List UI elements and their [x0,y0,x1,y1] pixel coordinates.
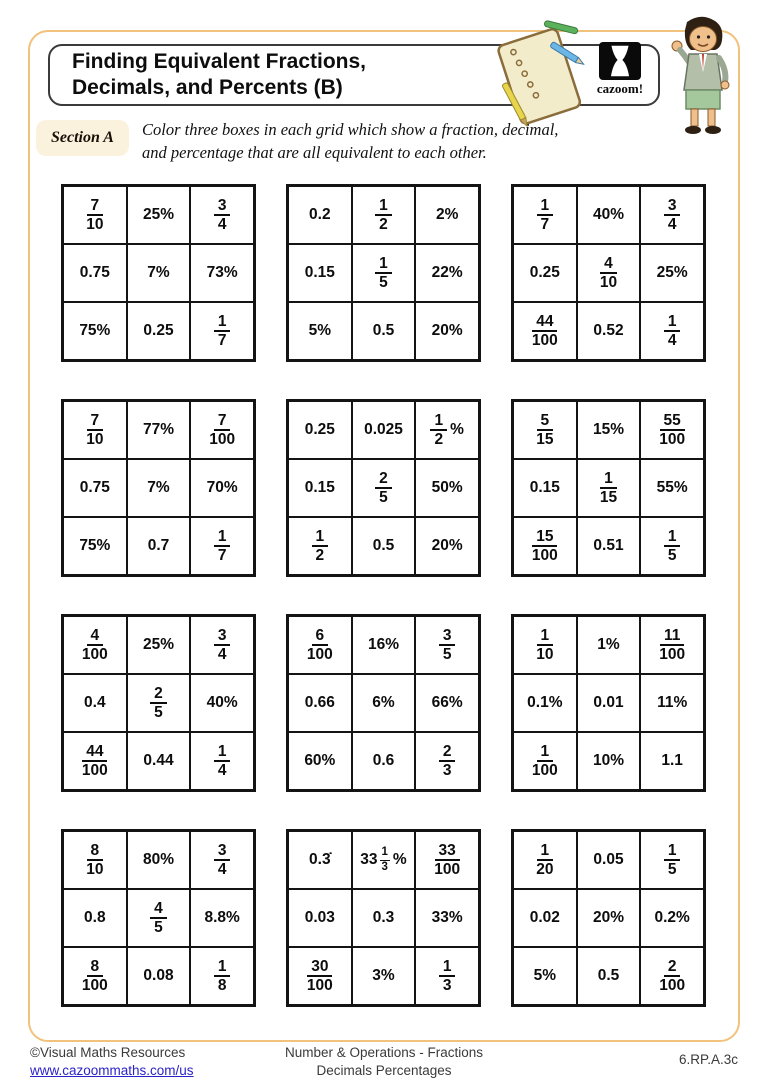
grid-cell[interactable]: 66% [415,674,479,732]
grid-cell[interactable]: 0.66 [288,674,352,732]
grid-cell[interactable]: 25% [127,186,191,244]
grid-cell[interactable]: 1.1 [640,732,704,790]
grid-cell[interactable]: $\frac{44}{100}$ [63,732,127,790]
website-link[interactable]: www.cazoommaths.com/us [30,1062,194,1078]
grid-cell[interactable]: 33 $\frac{1}{3}$ % [352,831,416,889]
grid-cell[interactable]: $\frac{1}{7}$ [513,186,577,244]
grid-cell[interactable]: 0.3 [352,889,416,947]
grid-cell[interactable]: 60% [288,732,352,790]
grid-cell[interactable]: $\frac{6}{100}$ [288,616,352,674]
grid-cell[interactable]: $\frac{1}{7}$ [190,517,254,575]
equivalence-grid [511,829,706,1007]
grid-cell[interactable]: $\frac{3}{5}$ [415,616,479,674]
grid-cell[interactable]: 0.52 [577,302,641,360]
equivalence-grid [61,614,256,792]
grid-cell[interactable]: 70% [190,459,254,517]
equivalence-grid [511,184,706,362]
grid-cell[interactable]: $\frac{3}{4}$ [190,831,254,889]
grid-cell[interactable]: 8.8% [190,889,254,947]
grid-cell[interactable]: 33% [415,889,479,947]
grid-cell[interactable]: 0.25 [127,302,191,360]
grid-cell[interactable]: 0.6 [352,732,416,790]
boy-character-illustration [655,12,747,138]
grid-cell[interactable]: 3% [352,947,416,1005]
grid-cell[interactable]: $\frac{1}{2}$ [288,517,352,575]
grid-cell[interactable]: $\frac{2}{3}$ [415,732,479,790]
grid-cell[interactable]: 25% [640,244,704,302]
instruction-line1: Color three boxes in each grid which show a fraction, decimal, [142,120,559,139]
grid-cell[interactable]: 0.5 [352,517,416,575]
equivalence-grid [61,829,256,1007]
cazoom-logo-text: cazoom! [596,81,644,96]
copyright-text: ©Visual Maths Resources [30,1045,186,1060]
grid-cell[interactable]: $\frac{2}{100}$ [640,947,704,1005]
grid-cell[interactable]: $\frac{5}{15}$ [513,401,577,459]
standard-code: 6.RP.A.3c [678,1052,738,1067]
grid-cell[interactable]: $\frac{33}{100}$ [415,831,479,889]
grid-cell[interactable]: $\frac{4}{5}$ [127,889,191,947]
grid-cell[interactable]: 20% [415,302,479,360]
grid-cell[interactable]: $\frac{11}{100}$ [640,616,704,674]
grid-cell[interactable]: 0.44 [127,732,191,790]
page-title: Finding Equivalent Fractions, [72,49,367,73]
notebook-illustration [482,20,592,132]
grid-cell[interactable]: $\frac{4}{10}$ [577,244,641,302]
grid-cell[interactable]: $\frac{8}{100}$ [63,947,127,1005]
grid-cell[interactable]: 0.75 [63,244,127,302]
grid-cell[interactable]: 7% [127,244,191,302]
grid-cell[interactable]: 0.02 [513,889,577,947]
notebook-icon [482,20,592,132]
grid-cell[interactable]: $\frac{15}{100}$ [513,517,577,575]
equivalence-grid [286,614,481,792]
grid-cell[interactable]: 5% [513,947,577,1005]
page-title-line2: Decimals, and Percents (B) [72,76,343,99]
grid-cell[interactable]: $\frac{3}{4}$ [190,616,254,674]
grid-cell[interactable]: $\frac{1}{5}$ [640,517,704,575]
grid-cell[interactable]: $\frac{1}{10}$ [513,616,577,674]
grid-cell[interactable]: 0.2 [288,186,352,244]
grid-cell[interactable]: $\frac{1}{3}$ [415,947,479,1005]
grid-cell[interactable]: 16% [352,616,416,674]
grid-cell[interactable]: $\frac{1}{20}$ [513,831,577,889]
grid-cell[interactable]: 80% [127,831,191,889]
footer-topic-line1: Number & Operations - Fractions [284,1045,484,1060]
grid-cell[interactable]: 40% [577,186,641,244]
grid-cell[interactable]: $\frac{3}{4}$ [640,186,704,244]
grid-cell[interactable]: 6% [352,674,416,732]
grid-cell[interactable]: 5% [288,302,352,360]
grid-cell[interactable]: 0.08 [127,947,191,1005]
grid-cell[interactable]: 0.05 [577,831,641,889]
section-a-instruction [142,119,612,165]
grid-cell[interactable]: $\frac{1}{8}$ [190,947,254,1005]
grid-cell[interactable]: $\frac{4}{100}$ [63,616,127,674]
grid-cell[interactable]: $\frac{44}{100}$ [513,302,577,360]
grid-cell[interactable]: $\frac{1}{4}$ [640,302,704,360]
grid-cell[interactable]: 11% [640,674,704,732]
grid-cell[interactable]: $\frac{1}{100}$ [513,732,577,790]
grid-cell[interactable]: $\frac{7}{10}$ [63,186,127,244]
equivalence-grid [511,399,706,577]
grid-cell[interactable]: 0.51 [577,517,641,575]
grid-cell[interactable]: $\frac{1}{2}$ [352,186,416,244]
grid-cell[interactable]: 0.03 [288,889,352,947]
instruction-line2: and percentage that are all equivalent to each other. [142,142,487,162]
grid-cell[interactable]: $\frac{7}{100}$ [190,401,254,459]
grid-cell[interactable]: $\frac{55}{100}$ [640,401,704,459]
grid-cell[interactable]: 73% [190,244,254,302]
grid-cell[interactable]: 10% [577,732,641,790]
grid-cell[interactable]: 0.01 [577,674,641,732]
grid-cell[interactable]: 22% [415,244,479,302]
grid-cell[interactable]: $\frac{1}{5}$ [352,244,416,302]
grid-cell[interactable]: 50% [415,459,479,517]
grid-cell[interactable]: 75% [63,517,127,575]
grid-cell[interactable]: 0.15 [513,459,577,517]
grid-cell[interactable]: 0.3̇ [288,831,352,889]
equivalence-grid [286,184,481,362]
grid-cell[interactable]: 0.5 [352,302,416,360]
grid-cell[interactable]: $\frac{2}{5}$ [352,459,416,517]
equivalence-grid [61,184,256,362]
grids-area [61,184,706,1007]
footer-center [0,1044,768,1079]
grid-cell[interactable]: 0.75 [63,459,127,517]
grid-cell[interactable]: 7% [127,459,191,517]
grid-cell[interactable]: 0.025 [352,401,416,459]
cazoom-logo [590,42,650,97]
grid-cell[interactable]: 40% [190,674,254,732]
grid-cell[interactable]: 25% [127,616,191,674]
cazoom-logo-icon [599,42,641,80]
grid-cell[interactable]: $\frac{30}{100}$ [288,947,352,1005]
grid-cell[interactable]: $\frac{1}{5}$ [640,831,704,889]
grid-cell[interactable]: $\frac{1}{2}$ % [415,401,479,459]
grid-cell[interactable]: 55% [640,459,704,517]
grid-cell[interactable]: 1% [577,616,641,674]
grid-cell[interactable]: 75% [63,302,127,360]
grid-cell[interactable]: 0.1% [513,674,577,732]
grid-cell[interactable]: $\frac{1}{4}$ [190,732,254,790]
grid-cell[interactable]: $\frac{1}{7}$ [190,302,254,360]
boy-icon [655,12,747,138]
grid-cell[interactable]: $\frac{2}{5}$ [127,674,191,732]
grid-cell[interactable]: 20% [577,889,641,947]
grid-cell[interactable]: 0.15 [288,459,352,517]
grid-cell[interactable]: $\frac{8}{10}$ [63,831,127,889]
grid-cell[interactable]: 0.8 [63,889,127,947]
grid-cell[interactable]: 0.25 [513,244,577,302]
grid-cell[interactable]: 0.2% [640,889,704,947]
equivalence-grid [511,614,706,792]
grid-cell[interactable]: 0.25 [288,401,352,459]
grid-cell[interactable]: 77% [127,401,191,459]
grid-cell[interactable]: 0.15 [288,244,352,302]
grid-cell[interactable]: 0.4 [63,674,127,732]
grid-cell[interactable]: $\frac{3}{4}$ [190,186,254,244]
grid-cell[interactable]: 0.7 [127,517,191,575]
grid-cell[interactable]: $\frac{7}{10}$ [63,401,127,459]
equivalence-grid [286,829,481,1007]
grid-cell[interactable]: $\frac{1}{15}$ [577,459,641,517]
equivalence-grid [286,399,481,577]
grid-cell[interactable]: 0.5 [577,947,641,1005]
grid-cell[interactable]: 20% [415,517,479,575]
grid-cell[interactable]: 15% [577,401,641,459]
grid-cell[interactable]: 2% [415,186,479,244]
footer-topic-line2: Decimals Percentages [316,1062,452,1078]
section-a-label: Section A [36,120,129,156]
equivalence-grid [61,399,256,577]
